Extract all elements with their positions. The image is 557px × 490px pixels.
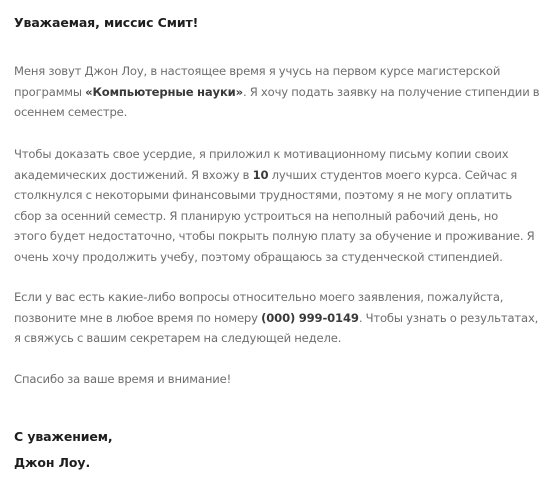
closing-phrase: С уважением,: [14, 429, 113, 444]
text-segment: лучших студентов моего курса. Сейчас я: [268, 167, 518, 182]
text-line: столкнулся с некоторыми финансовыми трудностями, поэтому я не могу оплатить: [14, 188, 513, 203]
text-line: [14, 82, 544, 103]
text-segment: позвоните мне в любое время по номеру: [14, 310, 262, 325]
text-line: Спасибо за ваше время и внимание!: [14, 372, 232, 386]
text-line: этого будет недостаточно, чтобы покрыть полную плату за обучение и проживание. Я: [14, 229, 535, 244]
program-name: «Компьютерные науки»: [85, 84, 243, 99]
text-segment: . Я хочу подать заявку на получение стипендии в: [243, 84, 540, 99]
text-line: Меня зовут Джон Лоу, в настоящее время я учусь на первом курсе магистерской: [14, 64, 501, 78]
text-segment: академических достижений. Я вхожу в: [14, 167, 253, 182]
text-line: я свяжусь с вашим секретарем на следующей неделе.: [14, 331, 342, 346]
paragraph-contact: [14, 287, 544, 349]
text-line: [14, 165, 544, 186]
paragraph-achievements: [14, 144, 544, 268]
text-line: Чтобы доказать свое усердие, я приложил к мотивационному письму копии своих: [14, 147, 509, 161]
text-line: [14, 308, 544, 329]
paragraph-thanks: [14, 369, 544, 390]
salutation: Уважаемая, миссис Смит!: [14, 15, 199, 30]
text-line: Если у вас есть какие-либо вопросы относительно моего заявления, пожалуйста,: [14, 290, 504, 304]
rank-number: 10: [252, 167, 269, 182]
phone-number: (000) 999-0149: [261, 310, 359, 325]
signature-name: Джон Лоу.: [14, 455, 91, 470]
text-line: осеннем семестре.: [14, 105, 128, 120]
text-segment: программы: [14, 84, 86, 99]
text-line: сбор за осенний семестр. Я планирую устроиться на неполный рабочий день, но: [14, 208, 499, 223]
paragraph-intro: [14, 61, 544, 123]
text-segment: . Чтобы узнать о результатах,: [358, 310, 539, 325]
text-line: очень хочу продолжить учебу, поэтому обращаюсь за студенческой стипендией.: [14, 249, 503, 264]
